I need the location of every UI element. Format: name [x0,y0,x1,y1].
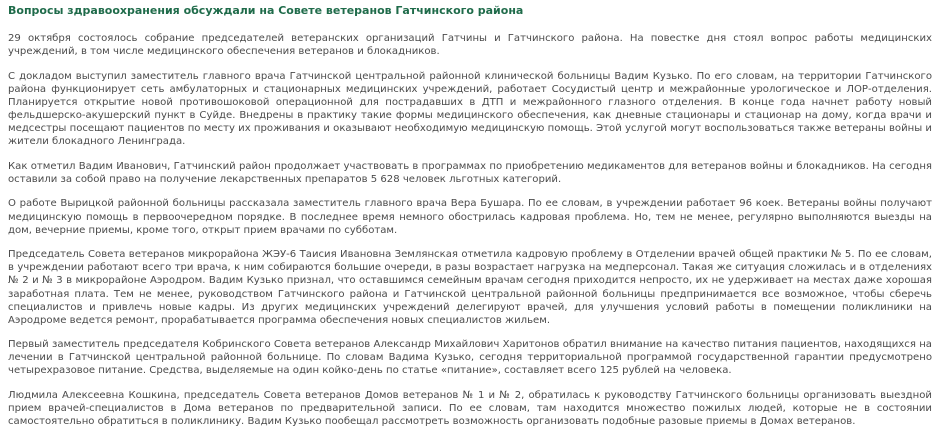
article-paragraph: Председатель Совета ветеранов микрорайона ЖЭУ-6 Таисия Ивановна Землянская отметила кадровую проблему в Отделении врачей общей практики № 5. По ее словам, в учреждении работают всего три врача, к ним собираются большие очереди, в разы возрастает нагрузка на медперсонал. Такая же ситуация сложилась и в отделениях № 2 и № 3 в микрорайоне Аэродром. Вадим Кузько признал, что оставшимся семейным врачам сегодня приходится непросто, их не удерживает на местах даже хорошая заработная плата. Тем не менее, руководством Гатчинского района и Гатчинской центральной районной больницы предпринимается все возможное, чтобы сберечь специалистов и привлечь новые кадры. Из других медицинских учреждений делегируют врачей, для улучшения условий работы в помещении поликлиники на Аэродроме ведется ремонт, прорабатывается программа обеспечения новых специалистов жильем. [8,249,932,326]
article-paragraph: О работе Вырицкой районной больницы рассказала заместитель главного врача Вера Бушара. По ее словам, в учреждении работает 96 коек. Ветераны войны получают медицинскую помощь в первоочередном порядке. В последнее время немного обострилась кадровая проблема. Но, тем не менее, регулярно выполняются выезды на дом, вечерние приемы, кроме того, открыт прием врачами по субботам. [8,198,932,236]
article-paragraph: Как отметил Вадим Иванович, Гатчинский район продолжает участвовать в программах по приобретению медикаментов для ветеранов войны и блокадников. На сегодня оставили за собой право на получение лекарственных препаратов 5 628 человек льготных категорий. [8,160,932,185]
article-body [8,32,932,428]
article-paragraph: 29 октября состоялось собрание председателей ветеранских организаций Гатчины и Гатчинского района. На повестке дня стоял вопрос работы медицинских учреждений, в том числе медицинского обеспечения ветеранов и блокадников. [8,33,932,58]
article-paragraph: Первый заместитель председателя Кобринского Совета ветеранов Александр Михайлович Харитонов обратил внимание на качество питания пациентов, находящихся на лечении в Гатчинской центральной районной больнице. По словам Вадима Кузько, сегодня территориальной программой государственной гарантии предусмотрено четырехразовое питание. Средства, выделяемые на один койко-день по статье «питание», составляет всего 125 рублей на человека. [8,339,932,377]
article-paragraph: С докладом выступил заместитель главного врача Гатчинской центральной районной клинической больницы Вадим Кузько. По его словам, на территории Гатчинского района функционирует сеть амбулаторных и стационарных медицинских учреждений, работает Сосудистый центр и межрайонные урологическое и ЛОР-отделения. Планируется открытие новой противошоковой операционной для пострадавших в ДТП и межрайонного глазного отделения. В конце года начнет работу новый фельдшерско-акушерский пункт в Суйде. Внедрены в практику такие формы медицинского обеспечения, как дневные стационары и стационар на дому, когда врачи и медсестры посещают пациентов по месту их проживания и оказывают необходимую медицинскую помощь. Этой услугой могут воспользоваться также ветераны войны и жители блокадного Ленинграда. [8,70,932,148]
article-paragraph: Людмила Алексеевна Кошкина, председатель Совета ветеранов Домов ветеранов № 1 и № 2, обратилась к руководству Гатчинского больницы организовать выездной прием врачей-специалистов в Дома ветеранов по предварительной записи. По ее словам, там находится множество пожилых людей, которые не в состоянии самостоятельно обратиться в поликлинику. Вадим Кузько пообещал рассмотреть возможность организовать подобные разовые приемы в Домах ветеранов. [8,390,932,428]
article-title: Вопросы здравоохранения обсуждали на Совете ветеранов Гатчинского района [8,4,524,17]
